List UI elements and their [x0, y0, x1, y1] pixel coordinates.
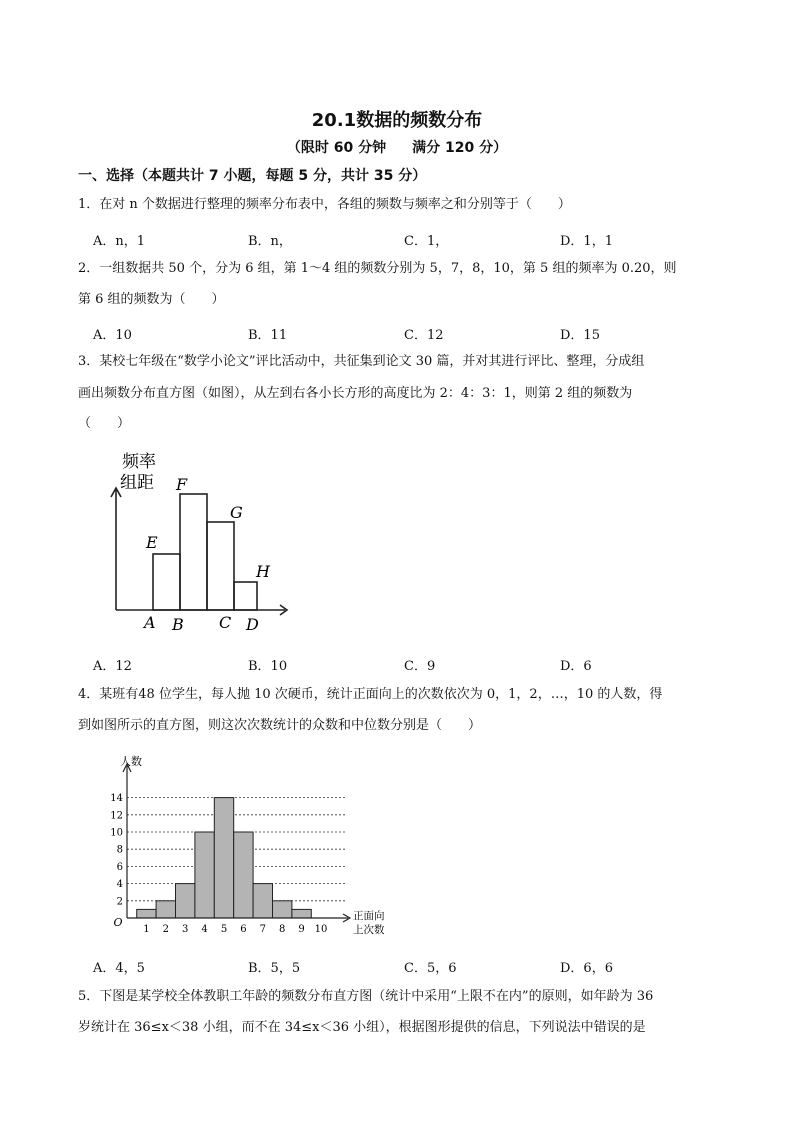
q4-option-b[interactable]: B．5，5 [248, 961, 301, 976]
q1-option-b[interactable]: B．n， [248, 234, 292, 249]
q4-bar-2 [156, 901, 175, 918]
q1-option-c[interactable]: C．1， [404, 234, 449, 249]
q4-x-tick: 7 [259, 924, 266, 935]
q4-origin-label: O [113, 916, 123, 929]
q4-x-label-line2: 上次数 [353, 924, 385, 936]
page-subtitle [0, 137, 794, 157]
q3-option-d[interactable]: D．6 [560, 659, 592, 674]
q4-y-tick-labels [110, 793, 123, 907]
q2-line2: 第 6 组的频数为（ ） [78, 292, 225, 307]
q4-bar-7 [253, 884, 272, 918]
q4-y-tick: 8 [116, 844, 123, 856]
q4-bar-9 [292, 909, 311, 918]
q4-y-tick: 6 [116, 861, 123, 873]
q4-bar-1 [137, 909, 156, 918]
q3-label-b: B [172, 615, 184, 634]
q1-option-a[interactable]: A．n，1 [93, 234, 146, 249]
q3-option-c[interactable]: C．9 [404, 659, 436, 674]
q3-bar-f [180, 494, 207, 610]
q3-line1: 3．某校七年级在“数学小论文”评比活动中，共征集到论文 30 篇，并对其进行评比、整理，分成组 [78, 354, 645, 369]
q4-option-a[interactable]: A．4，5 [93, 961, 145, 976]
q2-option-a[interactable]: A．10 [93, 328, 132, 343]
q4-x-tick: 2 [162, 924, 169, 935]
q4-bars [137, 798, 312, 918]
q3-option-b[interactable]: B．10 [248, 659, 288, 674]
q1-option-d[interactable]: D．1，1 [560, 234, 613, 249]
q4-bar-5 [214, 798, 233, 918]
q4-bar-8 [273, 901, 292, 918]
q4-option-d[interactable]: D．6，6 [560, 961, 613, 976]
q2-option-c[interactable]: C．12 [404, 328, 444, 343]
q4-x-tick: 5 [220, 924, 228, 935]
time-limit: （限时 60 分钟 [286, 140, 387, 156]
q4-x-tick: 10 [314, 924, 328, 935]
q4-bar-6 [234, 832, 253, 918]
q4-bar-3 [176, 884, 195, 918]
q4-y-tick: 12 [110, 810, 123, 822]
q4-y-tick: 10 [110, 827, 123, 839]
page-title: 20.1数据的频数分布 [311, 110, 483, 131]
q3-label-h: H [256, 562, 270, 581]
q4-histogram-chart [100, 752, 400, 942]
full-score: 满分 120 分） [412, 140, 508, 156]
q3-option-a[interactable]: A．12 [93, 659, 132, 674]
q4-option-c[interactable]: C．5，6 [404, 961, 457, 976]
q1-text: 1．在对 n 个数据进行整理的频率分布表中，各组的频数与频率之和分别等于（ ） [78, 197, 571, 212]
q4-x-tick: 3 [182, 924, 189, 935]
q2-option-b[interactable]: B．11 [248, 328, 288, 343]
q3-label-c: C [219, 613, 232, 632]
q4-x-tick: 6 [240, 924, 247, 935]
q5-line2: 岁统计在 36≤x＜38 小组，而不在 34≤x＜36 小组），根据图形提供的信息，下列说法中错误的是 [78, 1020, 646, 1035]
q4-x-tick: 1 [143, 924, 150, 935]
q4-y-label: 人数 [120, 755, 142, 768]
q3-label-a: A [144, 613, 156, 632]
q4-x-label-line1: 正面向 [353, 910, 385, 922]
q4-y-tick: 14 [110, 793, 123, 805]
q3-label-g: G [230, 503, 243, 522]
section-heading: 一、选择（本题共计 7 小题，每题 5 分，共计 35 分） [78, 168, 427, 184]
q2-line1: 2．一组数据共 50 个，分为 6 组，第 1～4 组的频数分别为 5，7，8，10，第 5 组的频率为 0.20，则 [78, 261, 677, 276]
q4-x-tick-labels [143, 924, 327, 935]
q3-label-e: E [146, 533, 158, 552]
q3-line2: 画出频数分布直方图（如图），从左到右各小长方形的高度比为 2：4：3：1，则第 2 组的频数为 [78, 386, 633, 401]
q4-bar-4 [195, 832, 214, 918]
q2-option-d[interactable]: D．15 [560, 328, 600, 343]
q4-line1: 4．某班有48 位学生，每人抛 10 次硬币，统计正面向上的次数依次为 0，1，2，…，10 的人数，得 [78, 687, 663, 702]
q4-y-tick: 2 [116, 896, 123, 908]
q3-histogram-figure [100, 448, 300, 638]
q3-bar-g [207, 522, 234, 610]
q3-bar-e [153, 554, 180, 610]
q4-y-tick: 4 [116, 879, 123, 891]
q4-x-tick: 8 [279, 924, 286, 935]
q3-line3: （ ） [78, 416, 131, 431]
q3-label-d: D [246, 615, 259, 634]
q3-ylabel-top: 频率 [122, 452, 156, 472]
q4-x-tick: 4 [201, 924, 208, 935]
q4-line2: 到如图所示的直方图，则这次次数统计的众数和中位数分别是（ ） [78, 718, 482, 733]
q3-ylabel-bottom: 组距 [120, 473, 154, 493]
q4-x-tick: 9 [298, 924, 305, 935]
q3-label-f: F [176, 475, 188, 494]
q5-line1: 5．下图是某学校全体教职工年龄的频数分布直方图（统计中采用“上限不在内”的原则，如年龄为 36 [78, 989, 654, 1004]
q3-bar-h [234, 582, 257, 610]
